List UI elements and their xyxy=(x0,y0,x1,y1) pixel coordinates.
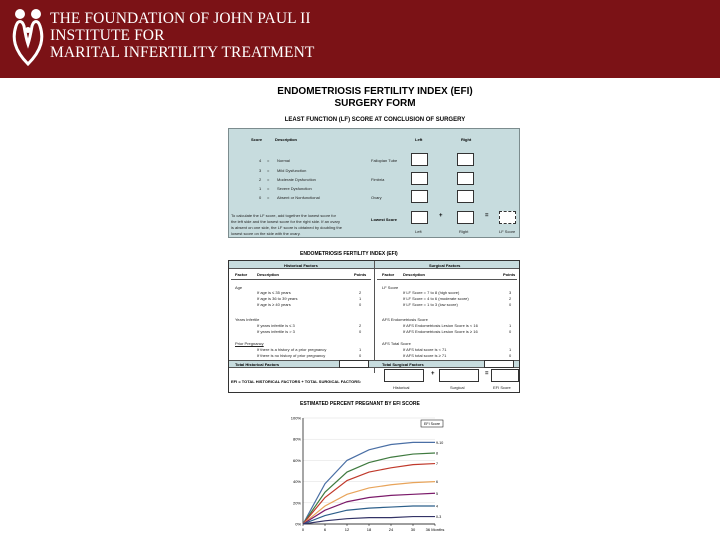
total-surgical-label: Total Surgical Factors xyxy=(382,362,424,367)
org-name-line-1: THE FOUNDATION OF JOHN PAUL II xyxy=(50,10,311,27)
left-ovary-input[interactable] xyxy=(411,190,428,203)
total-surgical-input[interactable] xyxy=(484,360,514,368)
lowest-right-input[interactable] xyxy=(457,211,474,224)
efi-box-label-score: EFI Score xyxy=(493,385,511,390)
surg-col-description: Description xyxy=(403,272,426,277)
lowest-left-input[interactable] xyxy=(411,211,428,224)
series-label: 5 xyxy=(436,491,438,496)
factor-desc: If age is 36 to 39 years xyxy=(257,296,298,301)
total-historical-input[interactable] xyxy=(339,360,369,368)
factor-desc: If AFS total score is ≥ 71 xyxy=(403,353,447,358)
factor-points: 0 xyxy=(359,302,362,307)
factor-desc: If LF Score = 1 to 3 (low score) xyxy=(403,302,458,307)
factor-points: 1 xyxy=(509,347,512,352)
efi-score-input[interactable] xyxy=(491,369,519,382)
x-tick-label: 36 Months xyxy=(425,527,445,532)
factor-points: 1 xyxy=(509,323,512,328)
factor-points: 1 xyxy=(359,347,362,352)
factor-points: 3 xyxy=(509,290,512,295)
score-eq: = xyxy=(267,168,270,173)
series-label: 4 xyxy=(436,504,438,509)
total-historical-label: Total Historical Factors xyxy=(235,362,280,367)
right-ovary-input[interactable] xyxy=(457,190,474,203)
lf-note-line: the left side and the lowest score for the right side. If an ovary xyxy=(231,219,340,224)
surg-col-factor: Factor xyxy=(382,272,395,277)
sum-label-lf-score: LF Score xyxy=(499,229,516,234)
efi-plus-sign: + xyxy=(431,371,435,377)
structure-label: Fallopian Tube xyxy=(371,158,398,163)
score-eq: = xyxy=(267,158,270,163)
lf-equals-sign: = xyxy=(485,213,489,219)
factor-desc: If there is no history of prior pregnancy xyxy=(257,353,326,358)
series-label: 9-10 xyxy=(436,440,444,445)
left-tube-input[interactable] xyxy=(411,153,428,166)
score-value: 3 xyxy=(259,168,262,173)
factor-points: 2 xyxy=(359,323,362,328)
hist-col-description: Description xyxy=(257,272,280,277)
y-tick-label: 0% xyxy=(295,521,301,527)
structure-label: Fimbria xyxy=(371,177,385,182)
series-label: 6 xyxy=(436,480,438,485)
factor-label: LF Score xyxy=(382,285,399,290)
factor-points: 0 xyxy=(359,353,362,358)
org-name-line-2: INSTITUTE FOR xyxy=(50,27,165,44)
factor-desc: If years infertile is > 3 xyxy=(257,329,295,334)
score-value: 4 xyxy=(259,158,262,163)
legend-title: EFI Score xyxy=(424,422,440,426)
factor-label: AFS Endometriosis Score xyxy=(382,317,428,322)
efi-box-label-historical: Historical xyxy=(393,385,410,390)
x-tick-label: 18 xyxy=(366,527,372,532)
y-tick-label: 40% xyxy=(292,479,301,485)
factor-points: 2 xyxy=(359,290,362,295)
efi-box-label-surgical: Surgical xyxy=(450,385,465,390)
score-desc: Absent or Nonfunctional xyxy=(277,195,320,200)
factor-points: 0 xyxy=(359,329,362,334)
efi-formula: EFI = TOTAL HISTORICAL FACTORS + TOTAL SURGICAL FACTORS: xyxy=(231,379,362,384)
surgical-factors-header: Surgical Factors xyxy=(429,263,461,268)
hist-col-points: Points xyxy=(354,272,367,277)
x-tick-label: 0 xyxy=(301,527,305,532)
series-label: 7 xyxy=(436,462,438,467)
efi-historical-input[interactable] xyxy=(384,369,424,382)
factor-points: 2 xyxy=(509,296,512,301)
hist-rule xyxy=(231,279,371,280)
series-line xyxy=(303,517,435,524)
factor-points: 0 xyxy=(509,353,512,358)
lowest-score-label: Lowest Score xyxy=(371,217,398,222)
lf-col-right: Right xyxy=(461,137,472,142)
efi-equals-sign: = xyxy=(485,371,489,377)
chart-title: ESTIMATED PERCENT PREGNANT BY EFI SCORE xyxy=(300,401,420,407)
y-tick-label: 60% xyxy=(292,457,301,463)
lf-col-left: Left xyxy=(415,137,423,142)
factor-desc: If AFS Endometriosis Lesion Score is ≥ 16 xyxy=(403,329,478,334)
lf-plus-sign: + xyxy=(439,213,443,219)
foundation-logo-icon xyxy=(10,6,46,66)
surg-rule xyxy=(377,279,517,280)
factor-desc: If age is ≤ 35 years xyxy=(257,290,291,295)
x-tick-label: 24 xyxy=(388,527,394,532)
x-tick-label: 12 xyxy=(344,527,350,532)
document-subtitle: SURGERY FORM xyxy=(334,98,416,109)
column-divider xyxy=(374,261,375,373)
y-tick-label: 80% xyxy=(292,436,301,442)
series-label: 8 xyxy=(436,451,438,456)
factor-label: Years Infertile xyxy=(235,317,260,322)
factor-desc: If age is ≥ 40 years xyxy=(257,302,291,307)
lf-note-line: is absent on one side, the LF score is obtained by doubling the xyxy=(231,225,342,230)
factor-desc: If AFS total score is < 71 xyxy=(403,347,447,352)
lf-col-score: Score xyxy=(251,137,263,142)
efi-pregnancy-chart xyxy=(285,412,445,538)
score-desc: Moderate Dysfunction xyxy=(277,177,316,182)
factor-desc: If AFS Endometriosis Lesion Score is < 16 xyxy=(403,323,478,328)
left-fimbria-input[interactable] xyxy=(411,172,428,185)
score-desc: Mild Dysfunction xyxy=(277,168,307,173)
score-value: 0 xyxy=(259,195,262,200)
score-desc: Severe Dysfunction xyxy=(277,186,312,191)
lf-col-description: Description xyxy=(275,137,298,142)
y-tick-label: 20% xyxy=(292,500,301,506)
historical-factors-header: Historical Factors xyxy=(284,263,318,268)
org-name-line-3: MARITAL INFERTILITY TREATMENT xyxy=(50,44,315,61)
score-desc: Normal xyxy=(277,158,290,163)
x-tick-label: 6 xyxy=(323,527,327,532)
structure-label: Ovary xyxy=(371,195,382,200)
lf-score-input[interactable] xyxy=(499,211,516,224)
score-eq: = xyxy=(267,186,270,191)
hist-col-factor: Factor xyxy=(235,272,248,277)
factor-desc: If LF Score = 4 to 6 (moderate score) xyxy=(403,296,469,301)
factor-label: Prior Pregnancy xyxy=(235,341,264,346)
efi-table-title: ENDOMETRIOSIS FERTILITY INDEX (EFI) xyxy=(300,251,398,257)
lf-note-line: lowest score on the side with the ovary. xyxy=(231,231,301,236)
y-tick-label: 100% xyxy=(290,415,301,421)
right-tube-input[interactable] xyxy=(457,153,474,166)
score-eq: = xyxy=(267,195,270,200)
score-eq: = xyxy=(267,177,270,182)
factor-desc: If years infertile is ≤ 3 xyxy=(257,323,295,328)
score-value: 1 xyxy=(259,186,262,191)
lf-note-line: To calculate the LF score, add together the lowest score for xyxy=(231,213,336,218)
header-banner xyxy=(0,0,720,78)
factor-desc: If there is a history of a prior pregnancy xyxy=(257,347,327,352)
surg-col-points: Points xyxy=(503,272,516,277)
factor-points: 1 xyxy=(359,296,362,301)
efi-surgical-input[interactable] xyxy=(439,369,479,382)
factor-label: AFS Total Score xyxy=(382,341,411,346)
factor-points: 0 xyxy=(509,329,512,334)
factor-desc: If LF Score = 7 to 8 (high score) xyxy=(403,290,460,295)
sum-label-right: Right xyxy=(459,229,469,234)
document-title: ENDOMETRIOSIS FERTILITY INDEX (EFI) xyxy=(277,86,473,97)
series-label: 0-3 xyxy=(436,515,442,520)
score-value: 2 xyxy=(259,177,262,182)
factor-label: Age xyxy=(235,285,243,290)
x-tick-label: 30 xyxy=(410,527,416,532)
lf-section-heading: LEAST FUNCTION (LF) SCORE AT CONCLUSION OF SURGERY xyxy=(284,117,466,123)
sum-label-left: Left xyxy=(415,229,422,234)
efi-table xyxy=(228,260,520,393)
lf-score-panel xyxy=(228,128,520,238)
factor-points: 0 xyxy=(509,302,512,307)
right-fimbria-input[interactable] xyxy=(457,172,474,185)
